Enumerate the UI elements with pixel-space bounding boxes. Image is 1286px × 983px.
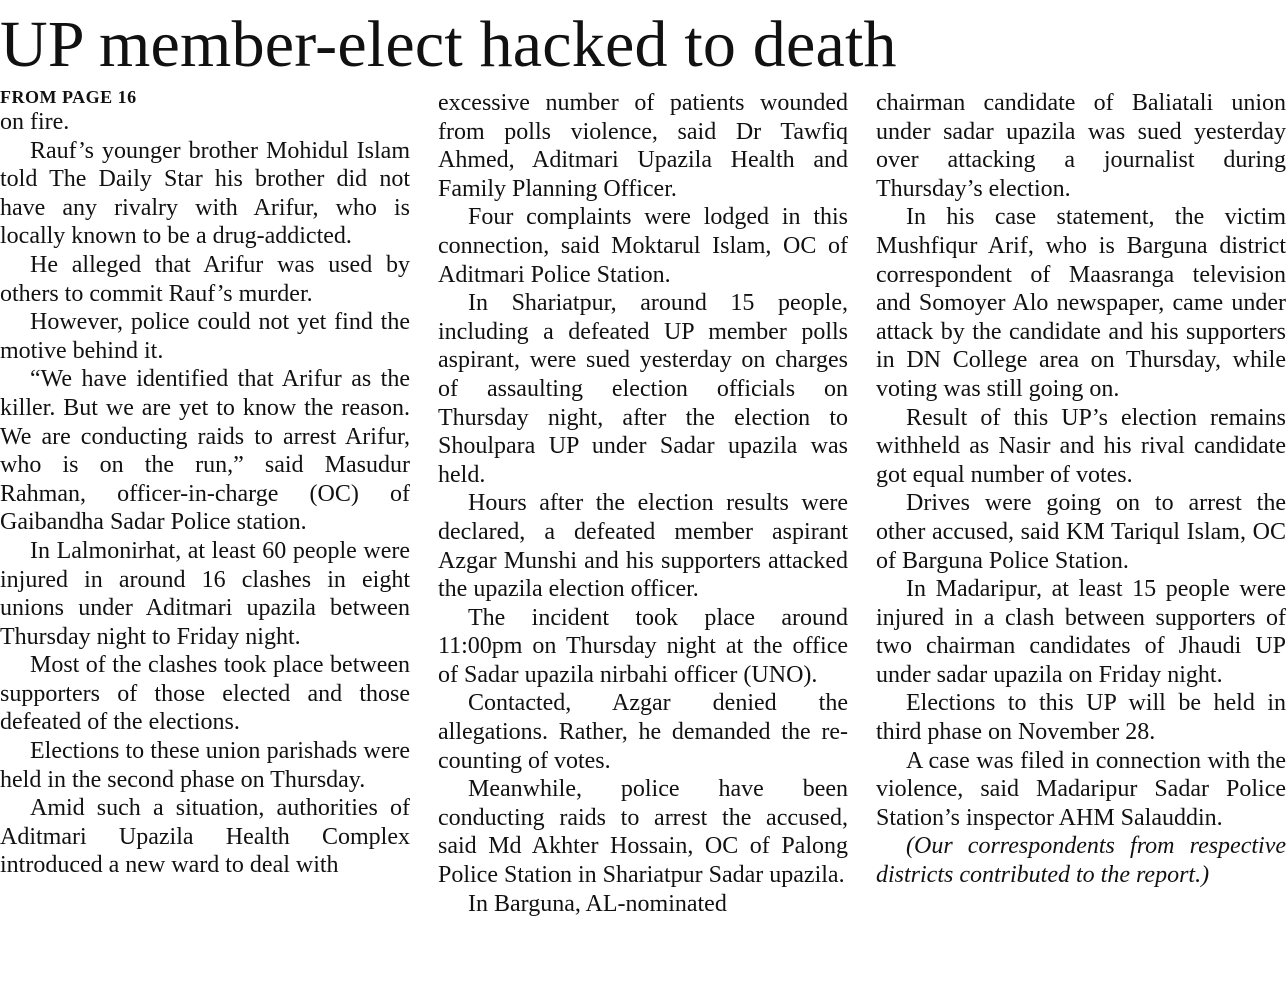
paragraph: Contacted, Azgar denied the allegations. Rather, he demanded the re-counting of votes. <box>438 690 848 774</box>
paragraph: In Madaripur, at least 15 people were injured in a clash between supporters of two chairman candidates of Jhaudi UP under sadar upazila on Friday night. <box>876 576 1286 688</box>
paragraph: In Shariatpur, around 15 people, including a defeated UP member polls aspirant, were sued yesterday on charges of assaulting election officials on Thursday night, after the election to Shoulpara UP under Sadar upazila was held. <box>438 290 848 488</box>
paragraph: However, police could not yet find the motive behind it. <box>0 309 410 364</box>
paragraph: “We have identified that Arifur as the killer. But we are yet to know the reason. We are conducting raids to arrest Arifur, who is on the run,” said Masudur Rahman, officer-in-charge (OC) of Gaibandha Sadar Police station. <box>0 366 410 536</box>
paragraph: The incident took place around 11:00pm on Thursday night at the office of Sadar upazila nirbahi officer (UNO). <box>438 604 848 688</box>
paragraph: Drives were going on to arrest the other accused, said KM Tariqul Islam, OC of Barguna Police Station. <box>876 490 1286 574</box>
paragraph: chairman candidate of Baliatali union under sadar upazila was sued yesterday over attacking a journalist during Thursday’s election. <box>876 90 1286 202</box>
paragraph: Elections to these union parishads were held in the second phase on Thursday. <box>0 738 410 793</box>
paragraph: Four complaints were lodged in this connection, said Moktarul Islam, OC of Aditmari Police Station. <box>438 204 848 288</box>
article-column-3 <box>876 89 1286 983</box>
paragraph: In Lalmonirhat, at least 60 people were injured in around 16 clashes in eight unions under Aditmari upazila between Thursday night to Friday night. <box>0 537 410 650</box>
article-column-1 <box>0 86 410 980</box>
paragraph: Rauf’s younger brother Mohidul Islam told The Daily Star his brother did not have any rivalry with Arifur, who is locally known to be a drug-addicted. <box>0 137 410 250</box>
paragraph: In Barguna, AL-nominated <box>468 890 727 917</box>
article-column-2 <box>438 89 848 983</box>
paragraph: In his case statement, the victim Mushfiqur Arif, who is Barguna district correspondent of Maasranga television and Somoyer Alo newspaper, came under attack by the candidate and his supporters in DN College area on Thursday, while voting was still going on. <box>876 204 1286 402</box>
correspondents-note: (Our correspondents from respective districts contributed to the report.) <box>876 833 1286 889</box>
paragraph: Most of the clashes took place between supporters of those elected and those defeated of the elections. <box>0 652 410 736</box>
paragraph: Amid such a situation, authorities of Aditmari Upazila Health Complex introduced a new ward to deal with <box>0 795 410 879</box>
paragraph: He alleged that Arifur was used by others to commit Rauf’s murder. <box>0 251 410 307</box>
continuation-kicker: FROM PAGE 16 <box>0 87 137 107</box>
paragraph: Elections to this UP will be held in third phase on November 28. <box>876 690 1286 746</box>
paragraph: Meanwhile, police have been conducting raids to arrest the accused, said Md Akhter Hossain, OC of Palong Police Station in Shariatpur Sadar upazila. <box>438 776 848 889</box>
paragraph: Hours after the election results were declared, a defeated member aspirant Azgar Munshi and his supporters attacked the upazila election officer. <box>438 490 848 603</box>
paragraph: on fire. <box>0 109 70 135</box>
headline: UP member-elect hacked to death <box>0 8 897 81</box>
paragraph: Result of this UP’s election remains withheld as Nasir and his rival candidate got equal number of votes. <box>876 404 1286 488</box>
paragraph: A case was filed in connection with the violence, said Madaripur Sadar Police Station’s inspector AHM Salauddin. <box>876 747 1286 831</box>
paragraph: excessive number of patients wounded from polls violence, said Dr Tawfiq Ahmed, Aditmari Upazila Health and Family Planning Officer. <box>438 90 848 202</box>
